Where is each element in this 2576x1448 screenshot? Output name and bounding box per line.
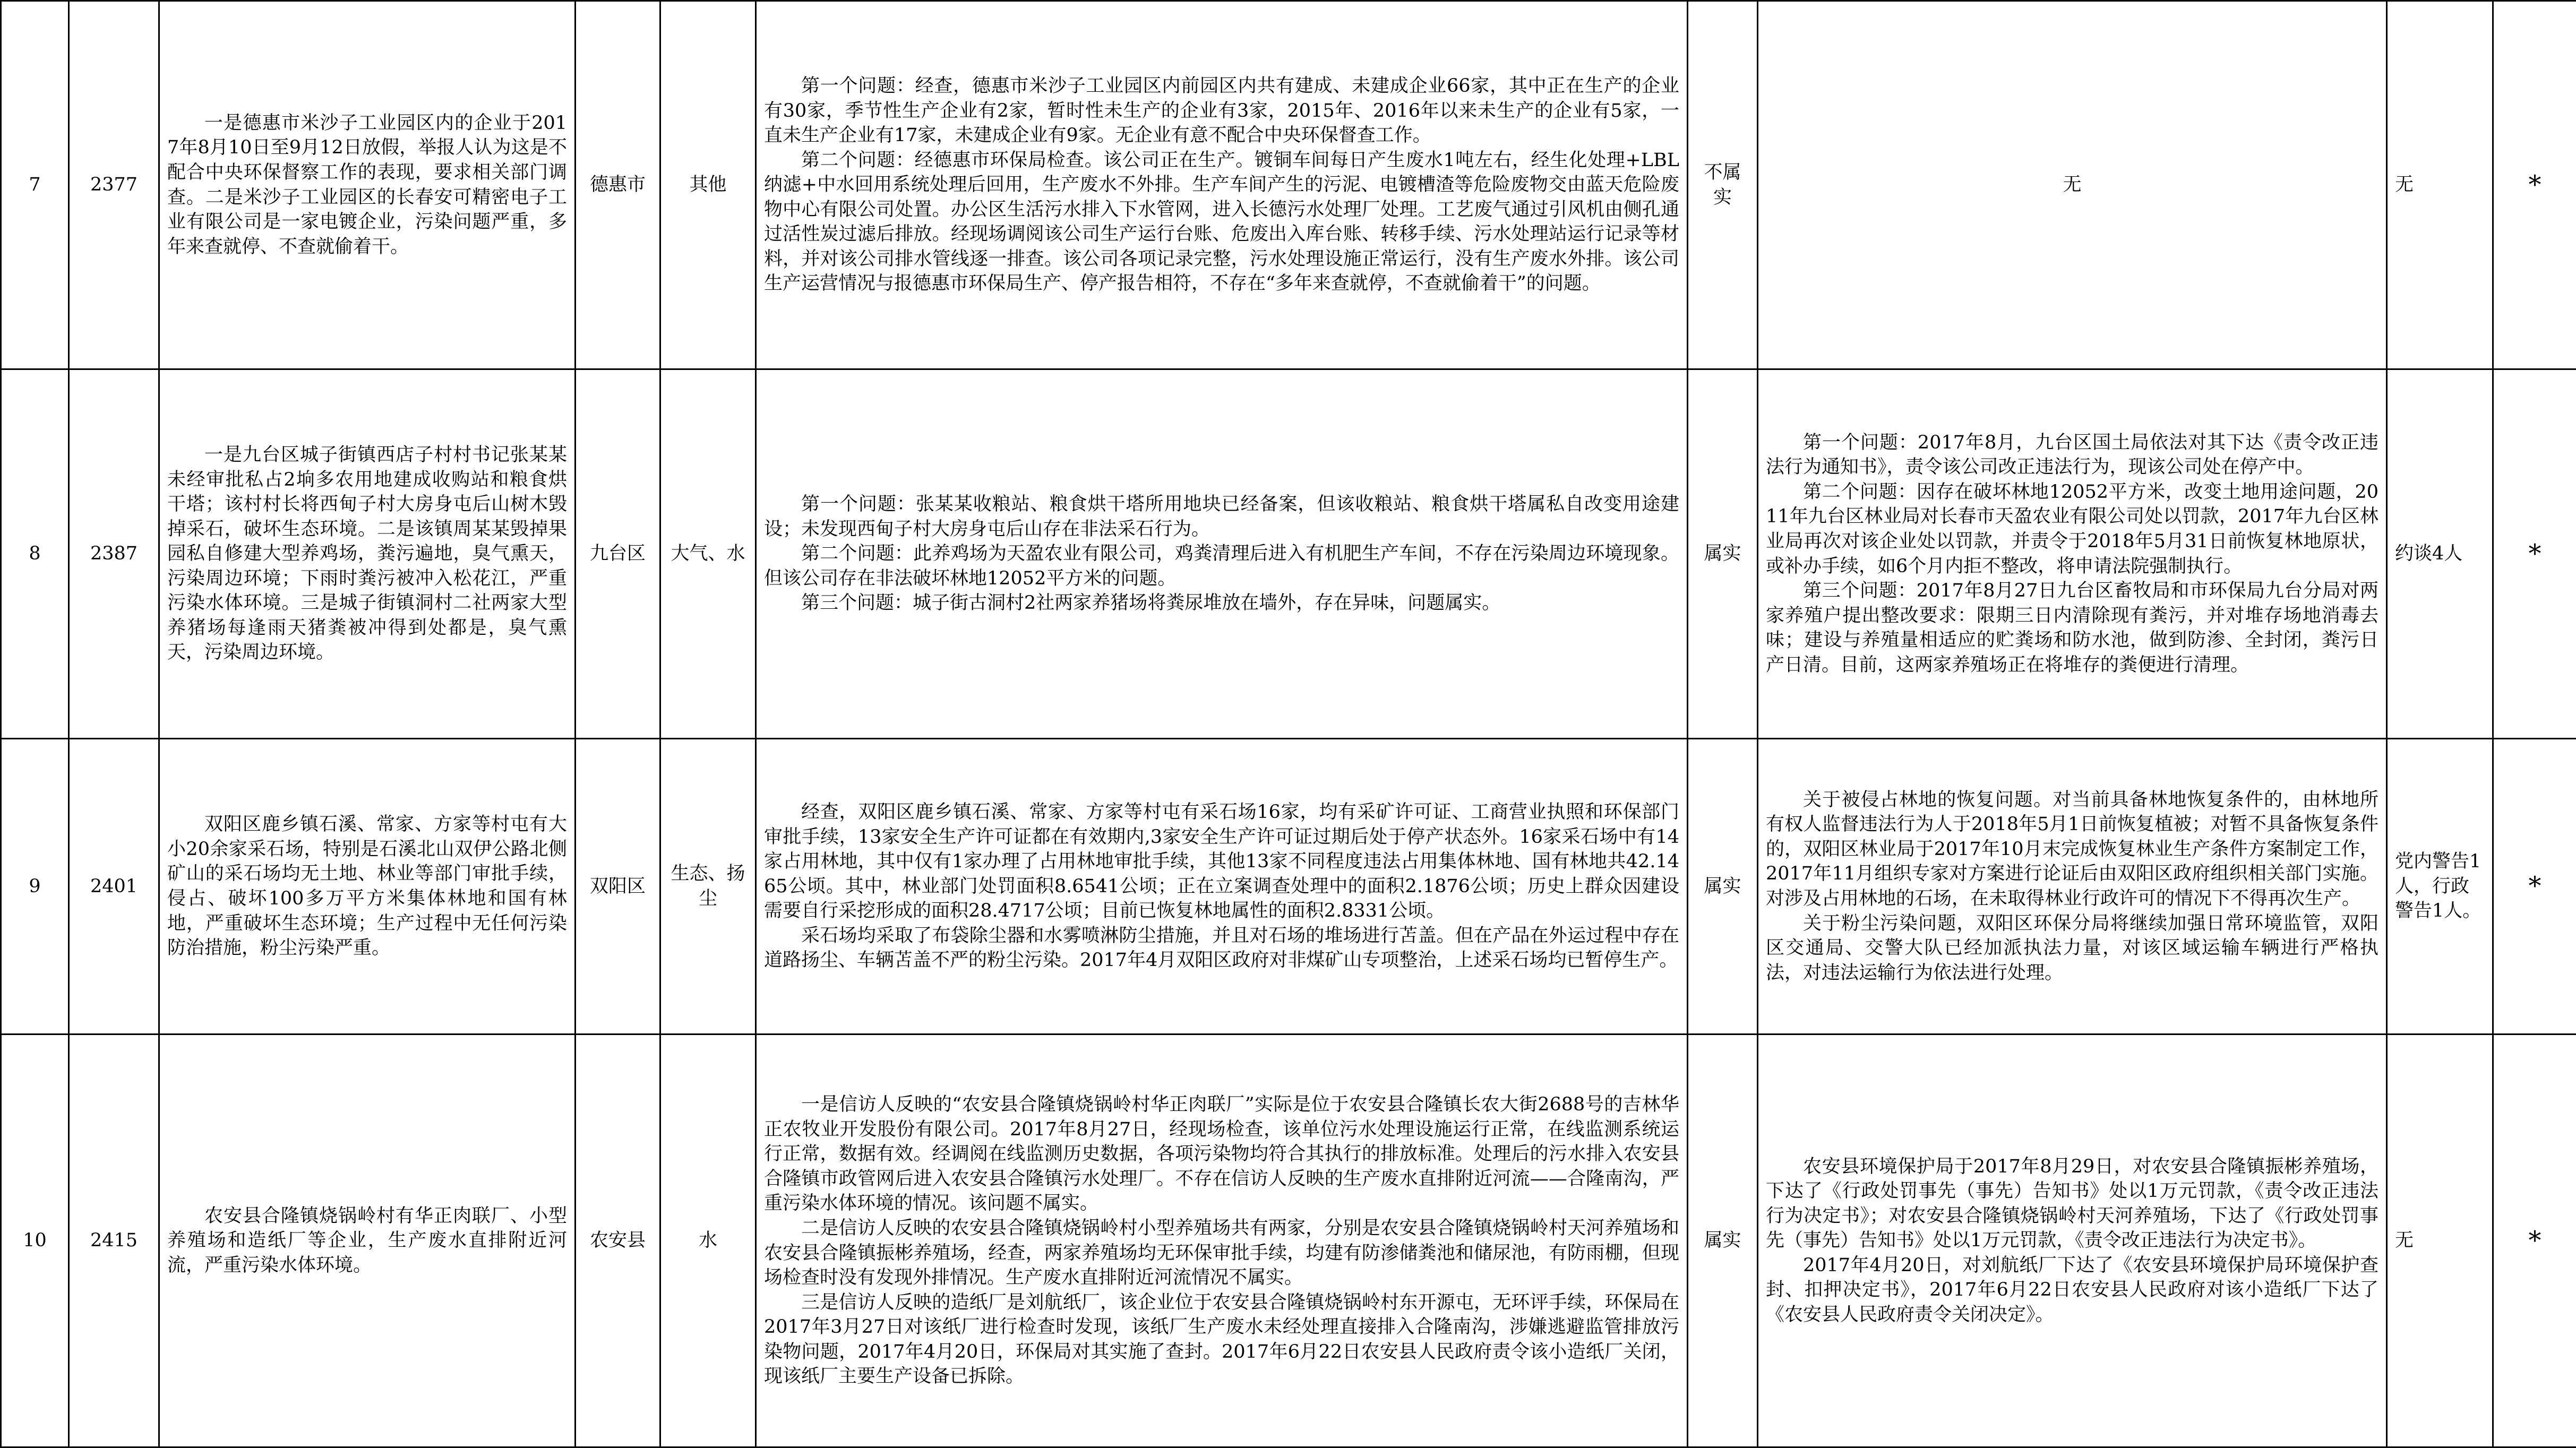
row-number: 8 [1,369,69,739]
verdict: 属实 [1688,1035,1758,1447]
complaint-text: 农安县合隆镇烧锅岭村有华正肉联厂、小型养殖场和造纸厂等企业，生产废水直排附近河流，严重污染水体环境。 [167,1204,567,1278]
handling-result [1758,1035,2387,1447]
investigation-findings-paragraph: 三是信访人反映的造纸厂是刘航纸厂，该企业位于农安县合隆镇烧锅岭村东开源屯，无环评手续，环保局在2017年3月27日对该纸厂进行检查时发现，该纸厂生产废水未经处理直接排入合隆南沟，涉嫌逃避监管排放污染物问题，2017年4月20日，环保局对其实施了查封。2017年6月22日农安县人民政府责令该小造纸厂关闭，现该纸厂主要生产设备已拆除。 [764,1290,1679,1389]
investigation-findings [756,1,1688,369]
table-row [1,369,2576,739]
accountability: 约谈4人 [2387,369,2493,739]
verdict: 属实 [1688,369,1758,739]
handling-result-paragraph: 关于粉尘污染问题，双阳区环保分局将继续加强日常环境监管，双阳区交通局、交警大队已经加派执法力量，对该区域运输车辆进行严格执法，对违法运输行为依法进行处理。 [1766,911,2378,986]
investigation-findings [756,369,1688,739]
accountability: 无 [2387,1,2493,369]
table-row [1,1,2576,369]
table-row [1,1035,2576,1447]
complaint-text: 一是九台区城子街镇西店子村村书记张某某未经审批私占2垧多农用地建成收购站和粮食烘干塔；该村村长将西甸子村大房身屯后山树木毁掉采石，破坏生态环境。二是该镇周某某毁掉果园私自修建大型养鸡场，粪污遍地，臭气熏天，污染周边环境；下雨时粪污被冲入松花江，严重污染水体环境。三是城子街镇洞村二社两家大型养猪场每逢雨天猪粪被冲得到处都是，臭气熏天，污染周边环境。 [167,443,567,665]
complaint-content [159,739,576,1035]
case-code: 2401 [69,739,159,1035]
investigation-findings-paragraph: 第三个问题：城子街古洞村2社两家养猪场将粪尿堆放在墙外，存在异味，问题属实。 [764,591,1679,616]
investigation-findings-paragraph: 第二个问题：经德惠市环保局检查。该公司正在生产。镀铜车间每日产生废水1吨左右，经生化处理+LBL纳滤+中水回用系统处理后回用，生产废水不外排。生产车间产生的污泥、电镀槽渣等危险废物交由蓝天危险废物中心有限公司处置。办公区生活污水排入下水管网，进入长德污水处理厂处理。工艺废气通过引风机由侧孔通过活性炭过滤后排放。经现场调阅该公司生产运行台账、危废出入库台账、转移手续、污水处理站运行记录等材料，并对该公司排水管线逐一排查。该公司各项记录完整，污水处理设施正常运行，没有生产废水外排。该公司生产运营情况与报德惠市环保局生产、停产报告相符，不存在“多年来查就停，不查就偷着干”的问题。 [764,148,1679,296]
investigation-findings-paragraph: 二是信访人反映的农安县合隆镇烧锅岭村小型养殖场共有两家，分别是农安县合隆镇烧锅岭村天河养殖场和农安县合隆镇振彬养殖场，经查，两家养殖场均无环保审批手续，均建有防渗储粪池和储尿池，有防雨棚，但现场检查时没有发现外排情况。生产废水直排附近河流情况不属实。 [764,1216,1679,1290]
handling-result-paragraph: 第二个问题：因存在破坏林地12052平方米，改变土地用途问题，2011年九台区林业局对长春市天盈农业有限公司处以罚款，2017年九台区林业局再次对该企业处以罚款，并责令于2018年5月31日前恢复林地原状，或补办手续，如6个月内拒不整改，将申请法院强制执行。 [1766,480,2378,579]
complaint-text: 双阳区鹿乡镇石溪、常家、方家等村屯有大小20余家采石场，特别是石溪北山双伊公路北侧矿山的采石场均无土地、林业等部门审批手续，侵占、破坏100多万平方米集体林地和国有林地，严重破坏生态环境；生产过程中无任何污染防治措施，粉尘污染严重。 [167,812,567,960]
pollution-type: 大气、水 [660,369,756,739]
investigation-findings-paragraph: 第一个问题：张某某收粮站、粮食烘干塔所用地块已经备案，但该收粮站、粮食烘干塔属私自改变用途建设；未发现西甸子村大房身屯后山存在非法采石行为。 [764,492,1679,541]
handling-result-paragraph: 第一个问题：2017年8月，九台区国土局依法对其下达《责令改正违法行为通知书》，责令该公司改正违法行为，现该公司处在停产中。 [1766,430,2378,480]
row-number: 9 [1,739,69,1035]
accountability: 无 [2387,1035,2493,1447]
investigation-findings [756,739,1688,1035]
verdict: 不属实 [1688,1,1758,369]
row-number: 10 [1,1035,69,1447]
investigation-findings-paragraph: 经查，双阳区鹿乡镇石溪、常家、方家等村屯有采石场16家，均有采矿许可证、工商营业执照和环保部门审批手续，13家安全生产许可证都在有效期内,3家安全生产许可证过期后处于停产状态外。16家采石场中有14家占用林地，其中仅有1家办理了占用林地审批手续，其他13家不同程度违法占用集体林地、国有林地共42.1465公顷。其中，林业部门处罚面积8.6541公顷；正在立案调查处理中的面积2.1876公顷；历史上群众因建设需要自行采挖形成的面积28.4717公顷；目前已恢复林地属性的面积2.8331公顷。 [764,800,1679,924]
case-code: 2387 [69,369,159,739]
region: 德惠市 [576,1,660,369]
accountability: 党内警告1人，行政警告1人。 [2387,739,2493,1035]
handling-result-paragraph: 第三个问题：2017年8月27日九台区畜牧局和市环保局九台分局对两家养殖户提出整改要求：限期三日内清除现有粪污，并对堆存场地消毒去味；建设与养殖量相适应的贮粪场和防水池，做到防渗、全封闭，粪污日产日清。目前，这两家养殖场正在将堆存的粪便进行清理。 [1766,579,2378,677]
handling-result-paragraph: 关于被侵占林地的恢复问题。对当前具备林地恢复条件的，由林地所有权人监督违法行为人于2018年5月1日前恢复植被；对暂不具备恢复条件的，双阳区林业局于2017年10月末完成恢复林业生产条件方案制定工作，2017年11月组织专家对方案进行论证后由双阳区政府组织相关部门实施。 对涉及占用林地的石场，在未取得林业行政许可的情况下不得再次生产。 [1766,788,2378,911]
investigation-findings-paragraph: 第二个问题：此养鸡场为天盈农业有限公司，鸡粪清理后进入有机肥生产车间，不存在污染周边环境现象。但该公司存在非法破坏林地12052平方米的问题。 [764,541,1679,591]
case-code: 2415 [69,1035,159,1447]
row-number: 7 [1,1,69,369]
mark: * [2493,1,2576,369]
complaint-content [159,1,576,369]
mark: * [2493,369,2576,739]
investigation-findings-paragraph: 第一个问题：经查，德惠市米沙子工业园区内前园区内共有建成、未建成企业66家，其中正在生产的企业有30家，季节性生产企业有2家，暂时性未生产的企业有3家，2015年、2016年以来未生产的企业有5家，一直未生产企业有17家，未建成企业有9家。无企业有意不配合中央环保督查工作。 [764,74,1679,148]
handling-result [1758,369,2387,739]
verdict: 属实 [1688,739,1758,1035]
handling-result-paragraph: 农安县环境保护局于2017年8月29日，对农安县合隆镇振彬养殖场，下达了《行政处罚事先（事先）告知书》处以1万元罚款，《责令改正违法行为决定书》；对农安县合隆镇烧锅岭村天河养殖场，下达了《行政处罚事先（事先）告知书》处以1万元罚款，《责令改正违法行为决定书》。 [1766,1154,2378,1253]
handling-result-paragraph: 2017年4月20日，对刘航纸厂下达了《农安县环境保护局环境保护查封、扣押决定书》，2017年6月22日农安县人民政府对该小造纸厂下达了《农安县人民政府责令关闭决定》。 [1766,1253,2378,1328]
table-row [1,739,2576,1035]
investigation-findings [756,1035,1688,1447]
pollution-type: 水 [660,1035,756,1447]
complaint-text: 一是德惠市米沙子工业园区内的企业于2017年8月10日至9月12日放假，举报人认为这是不配合中央环保督察工作的表现，要求相关部门调查。二是米沙子工业园区的长春安可精密电子工业有限公司是一家电镀企业，污染问题严重，多年来查就停、不查就偷着干。 [167,111,567,259]
mark: * [2493,739,2576,1035]
complaint-content [159,1035,576,1447]
handling-result [1758,739,2387,1035]
pollution-type: 生态、扬尘 [660,739,756,1035]
mark: * [2493,1035,2576,1447]
region: 双阳区 [576,739,660,1035]
handling-result: 无 [1758,1,2387,369]
complaint-content [159,369,576,739]
pollution-type: 其他 [660,1,756,369]
investigation-findings-paragraph: 采石场均采取了布袋除尘器和水雾喷淋防尘措施，并且对石场的堆场进行苫盖。但在产品在外运过程中存在道路扬尘、车辆苫盖不严的粉尘污染。2017年4月双阳区政府对非煤矿山专项整治，上述采石场均已暂停生产。 [764,924,1679,973]
region: 九台区 [576,369,660,739]
case-code: 2377 [69,1,159,369]
region: 农安县 [576,1035,660,1447]
investigation-findings-paragraph: 一是信访人反映的“农安县合隆镇烧锅岭村华正肉联厂”实际是位于农安县合隆镇长农大街2688号的吉林华正农牧业开发股份有限公司。2017年8月27日，经现场检查，该单位污水处理设施运行正常，在线监测系统运行正常，数据有效。经调阅在线监测历史数据，各项污染物均符合其执行的排放标准。处理后的污水排入农安县合隆镇市政管网后进入农安县合隆镇污水处理厂。不存在信访人反映的生产废水直排附近河流——合隆南沟，严重污染水体环境的情况。该问题不属实。 [764,1092,1679,1216]
